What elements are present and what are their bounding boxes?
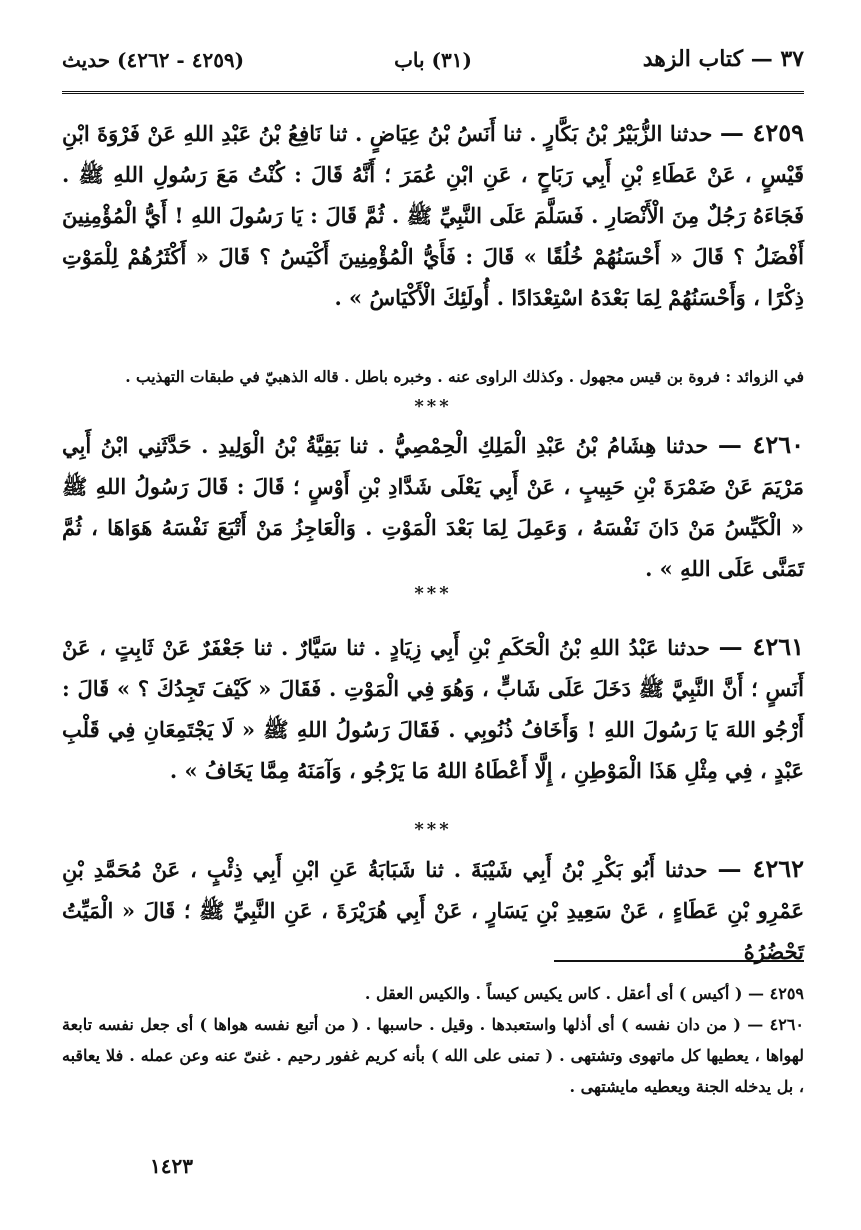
hadith-number: ٤٢٦١ — <box>718 632 805 661</box>
hadith-4261 <box>62 626 804 791</box>
hadith-4260 <box>62 424 804 589</box>
hadith-range: (٤٢٥٩ - ٤٢٦٢) حديث <box>62 48 245 72</box>
hadith-text: حدثنا عَبْدُ اللهِ بْنُ الْحَكَمِ بْنِ أَبِي زِيَادٍ . ثنا سَيَّارٌ . ثنا جَعْفَرٌ عَنْ ثَابِتٍ ، عَنْ أَنَسٍ ؛ أَنَّ النَّبِيَّ ﷺ دَخَلَ عَلَى شَابٍّ ، وَهُوَ فِي الْمَوْتِ . فَقَالَ « كَيْفَ تَجِدُكَ ؟ » قَالَ : أَرْجُو اللهَ يَا رَسُولَ اللهِ ! وَأَخَافُ ذُنُوبِي . فَقَالَ رَسُولُ اللهِ ﷺ « لَا يَجْتَمِعَانِ فِي قَلْبِ عَبْدٍ ، فِي مِثْلِ هَذَا الْمَوْطِنِ ، إِلَّا أَعْطَاهُ اللهُ مَا يَرْجُو ، وَآمَنَهُ مِمَّا يَخَافُ » . <box>62 635 804 783</box>
hadith-number: ٤٢٦٠ — <box>717 430 804 459</box>
footnote: ٤٢٥٩ — ( أكيس ) أى أعقل . كاس يكيس كيساً . والكيس العقل . <box>364 984 804 1003</box>
page-header <box>62 40 804 92</box>
zawaid-note: في الزوائد : فروة بن قيس مجهول . وكذلك الراوى عنه . وخبره باطل . قاله الذهبيّ في طبقات التهذيب . <box>125 367 804 386</box>
separator: *** <box>414 396 452 417</box>
footnote-rule <box>554 960 804 962</box>
page-ref: ٣٧ — كتاب الزهد <box>642 46 804 72</box>
page-number: ١٤٢٣ <box>150 1154 193 1178</box>
hadith-number: ٤٢٥٩ — <box>719 118 804 147</box>
separator: *** <box>414 583 452 604</box>
hadith-text: حدثنا الزُّبَيْرُ بْنُ بَكَّارٍ . ثنا أَنَسُ بْنُ عِيَاضٍ . ثنا نَافِعُ بْنُ عَبْدِ اللهِ عَنْ فَرْوَةَ ابْنِ قَيْسٍ ، عَنْ عَطَاءِ بْنِ أَبِي رَبَاحٍ ، عَنِ ابْنِ عُمَرَ ؛ أَنَّهُ قَالَ : كُنْتُ مَعَ رَسُولِ اللهِ ﷺ . فَجَاءَهُ رَجُلٌ مِنَ الْأَنْصَارِ . فَسَلَّمَ عَلَى النَّبِيِّ ﷺ . ثُمَّ قَالَ : يَا رَسُولَ اللهِ ! أَيُّ الْمُؤْمِنِينَ أَفْضَلُ ؟ قَالَ « أَحْسَنُهُمْ خُلُقًا » قَالَ : فَأَيُّ الْمُؤْمِنِينَ أَكْيَسُ ؟ قَالَ « أَكْثَرُهُمْ لِلْمَوْتِ ذِكْرًا ، وَأَحْسَنُهُمْ لِمَا بَعْدَهُ اسْتِعْدَادًا . أُولَئِكَ الْأَكْيَاسُ » . <box>62 121 804 310</box>
footnote: ٤٢٦٠ — ( من دان نفسه ) أى أذلها واستعبدها . وقيل . حاسبها . ( من أتبع نفسه هواها ) أى جعل نفسه تابعة لهواها ، يعطيها كل ماتهوى وتشتهى . ( تمنى على الله ) بأنه كريم غفور رحيم . غنىّ عنه وعن عمله . فلا يعاقبه ، بل يدخله الجنة ويعطيه مايشتهى . <box>62 1015 804 1096</box>
footnotes <box>62 978 804 1102</box>
hadith-4262 <box>62 848 804 972</box>
hadith-number: ٤٢٦٢ — <box>717 854 804 883</box>
chapter-label: (٣١) باب <box>394 48 472 72</box>
separator: *** <box>414 819 452 840</box>
header-rule <box>62 91 804 94</box>
hadith-4259 <box>62 112 804 318</box>
hadith-text: حدثنا أَبُو بَكْرِ بْنُ أَبِي شَيْبَةَ . ثنا شَبَابَةُ عَنِ ابْنِ أَبِي ذِئْبٍ ، عَنْ مُحَمَّدِ بْنِ عَمْرِو بْنِ عَطَاءٍ ، عَنْ سَعِيدِ بْنِ يَسَارٍ ، عَنْ أَبِي هُرَيْرَةَ ، عَنِ النَّبِيِّ ﷺ ؛ قَالَ « الْمَيِّتُ تَحْضُرُهُ <box>62 857 804 964</box>
hadith-text: حدثنا هِشَامُ بْنُ عَبْدِ الْمَلِكِ الْحِمْصِيُّ . ثنا بَقِيَّةُ بْنُ الْوَلِيدِ . حَدَّثَنِي ابْنُ أَبِي مَرْيَمَ عَنْ ضَمْرَةَ بْنِ حَبِيبٍ ، عَنْ أَبِي يَعْلَى شَدَّادِ بْنِ أَوْسٍ ؛ قَالَ : قَالَ رَسُولُ اللهِ ﷺ « الْكَيِّسُ مَنْ دَانَ نَفْسَهُ ، وَعَمِلَ لِمَا بَعْدَ الْمَوْتِ . وَالْعَاجِزُ مَنْ أَتْبَعَ نَفْسَهُ هَوَاهَا ، ثُمَّ تَمَنَّى عَلَى اللهِ » . <box>62 433 804 581</box>
